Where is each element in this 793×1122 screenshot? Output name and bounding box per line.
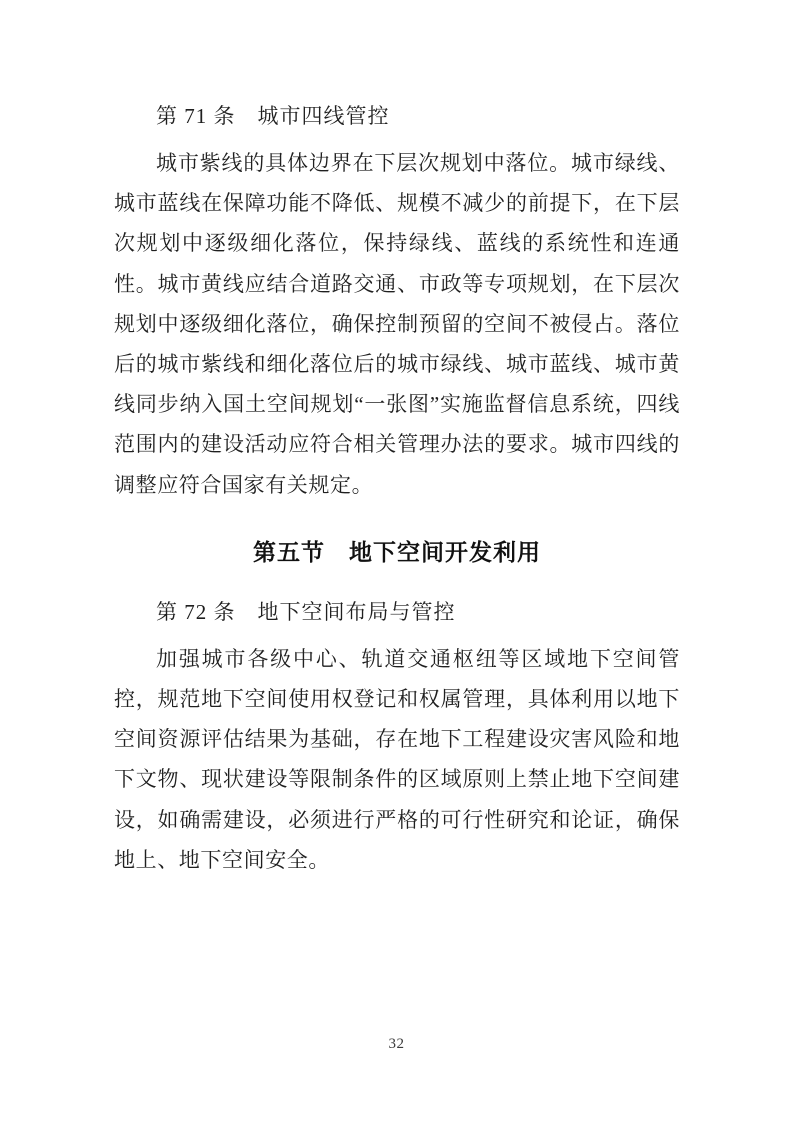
article-72-body: 加强城市各级中心、轨道交通枢纽等区域地下空间管控，规范地下空间使用权登记和权属管理，具体利用以地下空间资源评估结果为基础，存在地下工程建设灾害风险和地下文物、现状建设等限制条件的区域原则上禁止地下空间建设，如确需建设，必须进行严格的可行性研究和论证，确保地上、地下空间安全。 [114,646,680,872]
page-number: 32 [388,1036,405,1052]
page-content [114,96,680,880]
article-71-heading: 第 71 条 城市四线管控 [156,104,390,128]
article-71-body: 城市紫线的具体边界在下层次规划中落位。城市绿线、城市蓝线在保障功能不降低、规模不减少的前提下，在下层次规划中逐级细化落位，保持绿线、蓝线的系统性和连通性。城市黄线应结合道路交通、市政等专项规划，在下层次规划中逐级细化落位，确保控制预留的空间不被侵占。落位后的城市紫线和细化落位后的城市绿线、城市蓝线、城市黄线同步纳入国土空间规划“一张图”实施监督信息系统，四线范围内的建设活动应符合相关管理办法的要求。城市四线的调整应符合国家有关规定。 [114,151,680,497]
article-72-heading: 第 72 条 地下空间布局与管控 [156,599,456,624]
section-5-heading: 第五节 地下空间开发利用 [253,538,541,565]
